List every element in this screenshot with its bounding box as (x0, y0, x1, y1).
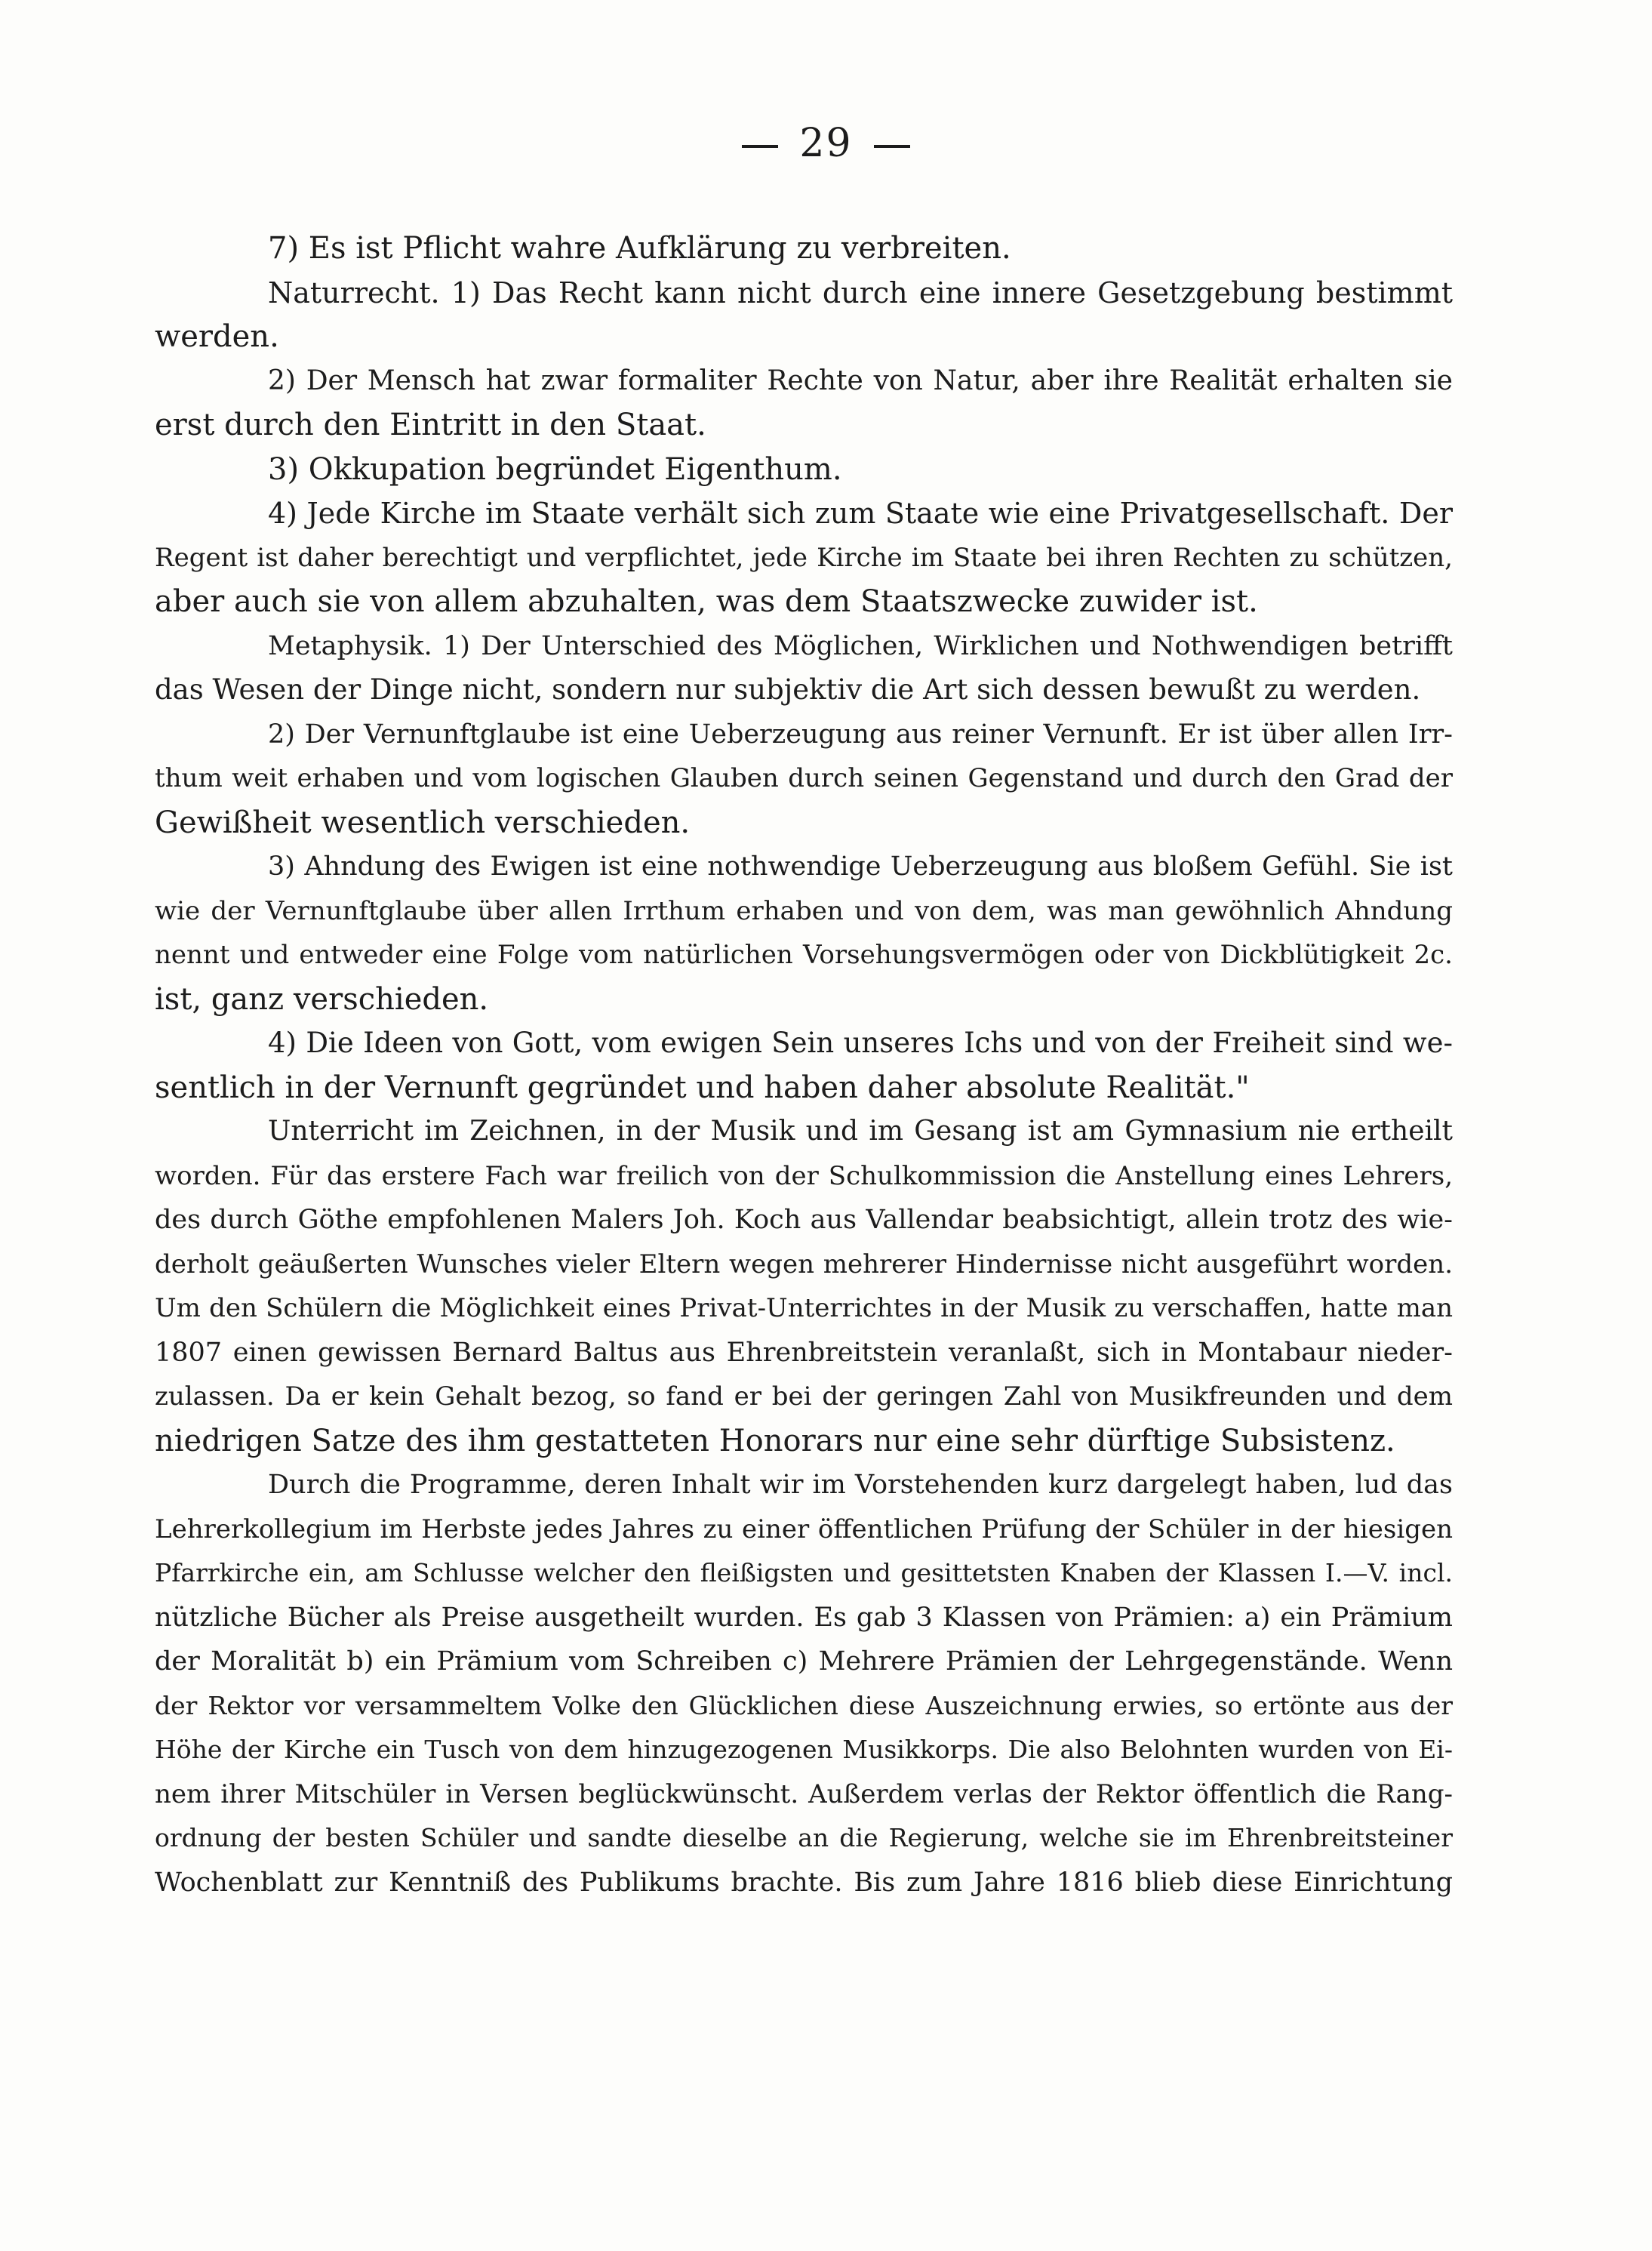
header-dash-left (742, 145, 778, 148)
text-line: nützliche Bücher als Preise ausgetheilt wurden. Es gab 3 Klassen von Prämien: a) ein Prämium (155, 1602, 1453, 1633)
text-line: ordnung der besten Schüler und sandte dieselbe an die Regierung, welche sie im Ehrenbreitsteiner (155, 1823, 1453, 1852)
text-line: nennt und entweder eine Folge vom natürlichen Vorsehungsvermögen oder von Dickblütigkeit 2c. (155, 940, 1453, 970)
text-line: zulassen. Da er kein Gehalt bezog, so fand er bei der geringen Zahl von Musikfreunden und dem (155, 1381, 1453, 1412)
text-line: Um den Schülern die Möglichkeit eines Privat-Unterrichtes in der Musik zu verschaffen, hatte man (155, 1293, 1453, 1323)
text-line: Gewißheit wesentlich verschieden. (155, 805, 691, 840)
text-line: 2) Der Vernunftglaube ist eine Ueberzeugung aus reiner Vernunft. Er ist über allen Irr- (268, 719, 1453, 750)
text-line: Unterricht im Zeichnen, in der Musik und im Gesang ist am Gymnasium nie ertheilt (268, 1116, 1453, 1147)
text-line: erst durch den Eintritt in den Staat. (155, 408, 706, 442)
body-text (155, 226, 1453, 1905)
header-dash-right (874, 145, 910, 148)
text-line: worden. Für das erstere Fach war freilich von der Schulkommission die Anstellung eines Lehrers, (155, 1160, 1453, 1191)
text-line: Wochenblatt zur Kenntniß des Publikums brachte. Bis zum Jahre 1816 blieb diese Einrichtung (155, 1867, 1453, 1898)
text-line: Pfarrkirche ein, am Schlusse welcher den fleißigsten und gesittetsten Knaben der Klassen I.—V. incl. (155, 1558, 1453, 1587)
page-number: 29 (799, 121, 853, 166)
text-line: derholt geäußerten Wunsches vieler Eltern wegen mehrerer Hindernisse nicht ausgeführt worden. (155, 1249, 1453, 1279)
text-line: 4) Jede Kirche im Staate verhält sich zum Staate wie eine Privatgesellschaft. Der (268, 497, 1453, 530)
text-line: Durch die Programme, deren Inhalt wir im Vorstehenden kurz dargelegt haben, lud das (268, 1470, 1453, 1500)
text-line: 1807 einen gewissen Bernard Baltus aus Ehrenbreitstein veranlaßt, sich in Montabaur nieder- (155, 1337, 1453, 1368)
text-line: sentlich in der Vernunft gegründet und haben daher absolute Realität." (155, 1070, 1250, 1105)
text-line: der Rektor vor versammeltem Volke den Glücklichen diese Auszeichnung erwies, so ertönte aus der (155, 1690, 1453, 1720)
text-line: werden. (155, 319, 279, 354)
text-line: Naturrecht. 1) Das Recht kann nicht durch eine innere Gesetzgebung bestimmt (268, 276, 1453, 309)
text-line: Lehrerkollegium im Herbste jedes Jahres zu einer öffentlichen Prüfung der Schüler in der hiesigen (155, 1513, 1453, 1544)
text-line: niedrigen Satze des ihm gestatteten Honorars nur eine sehr dürftige Subsistenz. (155, 1423, 1395, 1458)
text-line: Metaphysik. 1) Der Unterschied des Möglichen, Wirklichen und Nothwendigen betrifft (268, 630, 1453, 661)
text-line: wie der Vernunftglaube über allen Irrthum erhaben und von dem, was man gewöhnlich Ahndung (155, 895, 1453, 926)
text-line: nem ihrer Mitschüler in Versen beglückwünscht. Außerdem verlas der Rektor öffentlich die Rang- (155, 1778, 1453, 1809)
text-line: ist, ganz verschieden. (155, 981, 489, 1017)
page-header (0, 121, 1652, 166)
text-line: 3) Okkupation begründet Eigenthum. (268, 451, 842, 487)
text-line: 2) Der Mensch hat zwar formaliter Rechte von Natur, aber ihre Realität erhalten sie (268, 365, 1453, 396)
text-line: das Wesen der Dinge nicht, sondern nur subjektiv die Art sich dessen bewußt zu werden. (155, 673, 1421, 706)
text-line: des durch Göthe empfohlenen Malers Joh. Koch aus Vallendar beabsichtigt, allein trotz des wie- (155, 1205, 1453, 1235)
text-line: aber auch sie von allem abzuhalten, was dem Staatszwecke zuwider ist. (155, 584, 1258, 619)
text-line: thum weit erhaben und vom logischen Glauben durch seinen Gegenstand und durch den Grad der (155, 763, 1453, 793)
text-line: Regent ist daher berechtigt und verpflichtet, jede Kirche im Staate bei ihren Rechten zu schützen, (155, 542, 1453, 573)
text-line: der Moralität b) ein Prämium vom Schreiben c) Mehrere Prämien der Lehrgegenstände. Wenn (155, 1646, 1453, 1677)
text-line: 4) Die Ideen von Gott, vom ewigen Sein unseres Ichs und von der Freiheit sind we- (268, 1027, 1453, 1059)
text-line: 3) Ahndung des Ewigen ist eine nothwendige Ueberzeugung aus bloßem Gefühl. Sie ist (268, 851, 1453, 882)
text-line: 7) Es ist Pflicht wahre Aufklärung zu verbreiten. (268, 231, 1011, 266)
text-line: Höhe der Kirche ein Tusch von dem hinzugezogenen Musikkorps. Die also Belohnten wurden von Ei- (155, 1735, 1453, 1764)
